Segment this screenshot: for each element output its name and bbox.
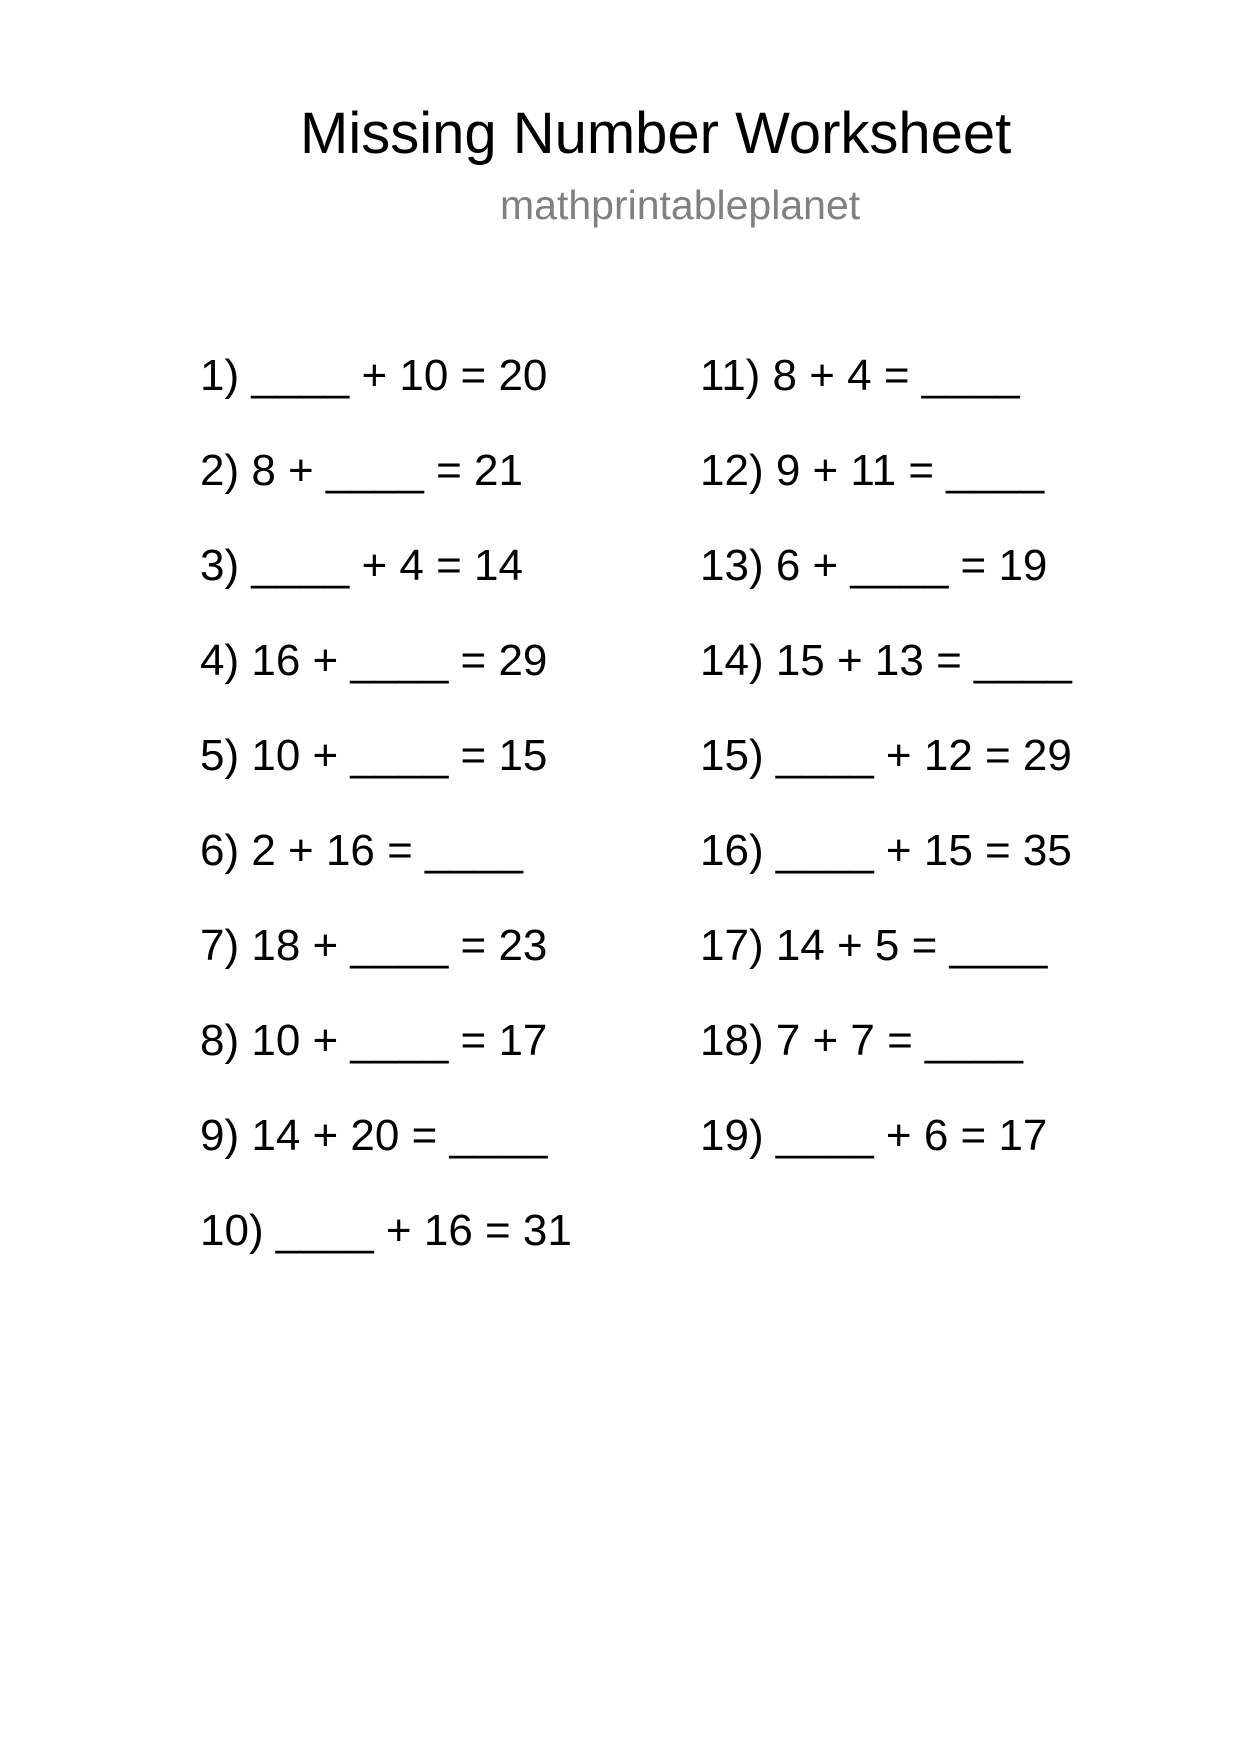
problem-3: 3) ____ + 4 = 14 — [200, 541, 523, 590]
problem-2: 2) 8 + ____ = 21 — [200, 446, 523, 495]
problem-19: 19) ____ + 6 = 17 — [700, 1111, 1048, 1160]
problem-11: 11) 8 + 4 = ____ — [700, 351, 1020, 400]
problems-right-column — [700, 350, 1072, 1205]
problem-15: 15) ____ + 12 = 29 — [700, 731, 1072, 780]
problem-4: 4) 16 + ____ = 29 — [200, 636, 548, 685]
problem-12: 12) 9 + 11 = ____ — [700, 446, 1045, 495]
problem-5: 5) 10 + ____ = 15 — [200, 731, 548, 780]
worksheet-title: Missing Number Worksheet — [300, 101, 1012, 166]
problem-13: 13) 6 + ____ = 19 — [700, 541, 1048, 590]
problem-1: 1) ____ + 10 = 20 — [200, 351, 548, 400]
problem-17: 17) 14 + 5 = ____ — [700, 921, 1048, 970]
problem-9: 9) 14 + 20 = ____ — [200, 1111, 548, 1160]
problem-18: 18) 7 + 7 = ____ — [700, 1016, 1023, 1065]
worksheet-source: mathprintableplanet — [500, 182, 861, 228]
problem-14: 14) 15 + 13 = ____ — [700, 636, 1072, 685]
problem-6: 6) 2 + 16 = ____ — [200, 826, 523, 875]
problem-7: 7) 18 + ____ = 23 — [200, 921, 548, 970]
problem-10: 10) ____ + 16 = 31 — [200, 1206, 572, 1255]
problems-left-column — [200, 350, 572, 1300]
problem-16: 16) ____ + 15 = 35 — [700, 826, 1072, 875]
problem-8: 8) 10 + ____ = 17 — [200, 1016, 548, 1065]
